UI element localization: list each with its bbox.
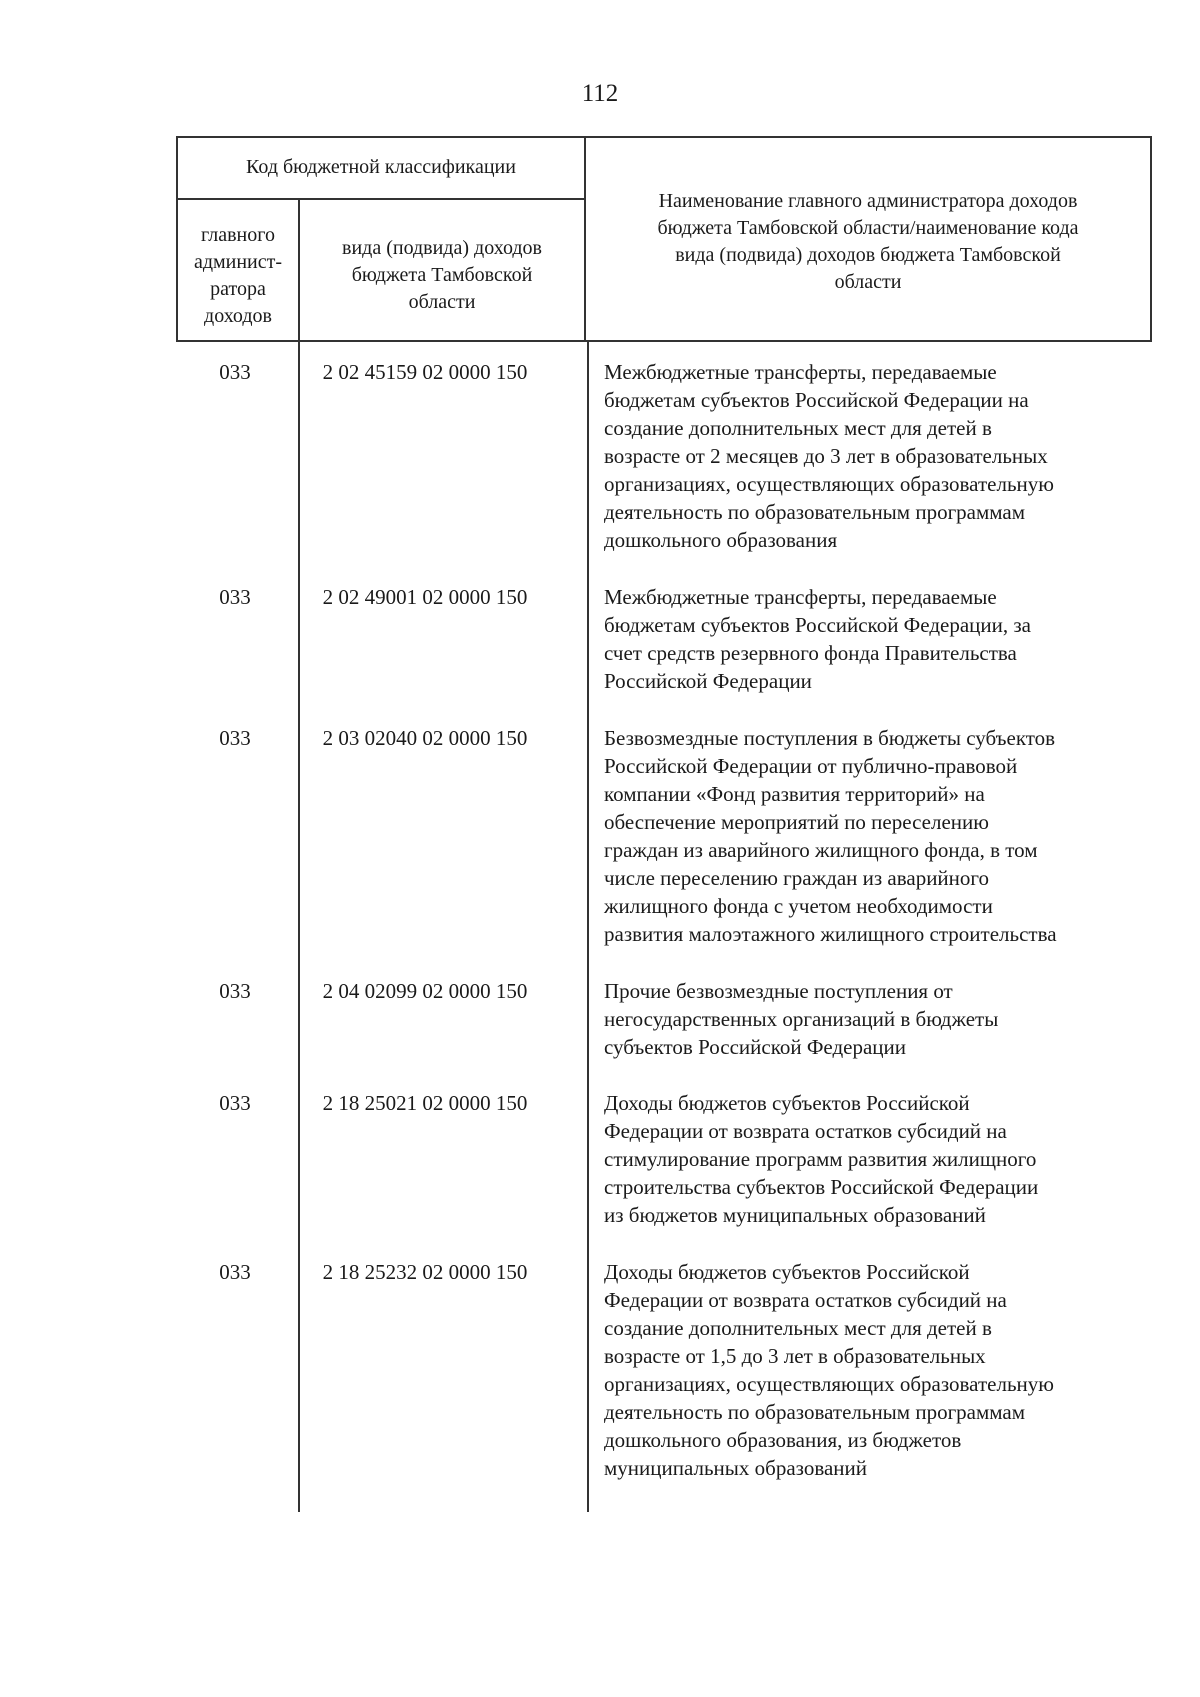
row-income-code: 2 18 25232 02 0000 150 (322, 1260, 528, 1284)
header-top-border (176, 136, 1152, 138)
header-bottom-border (176, 340, 1152, 342)
row-name: Доходы бюджетов субъектов Российской Федерации от возврата остатков субсидий на создание дополнительных мест для детей в возрасте от 1,5 до 3 лет в образовательных организациях, осуществляющих образовательную деятельность по образовательным программам дошкольного образования, из бюджетов муниципальных образований (604, 1260, 1054, 1480)
row-admin-code: 033 (219, 979, 251, 1003)
row-income-code: 2 02 45159 02 0000 150 (322, 360, 528, 384)
row-name: Межбюджетные трансферты, передаваемые бюджетам субъектов Российской Федерации, за счет средств резервного фонда Правительства Российской Федерации (604, 585, 1031, 693)
body-admin-divider (298, 342, 300, 1512)
row-admin-code: 033 (219, 585, 251, 609)
table-header (176, 136, 1152, 342)
row-admin-code: 033 (219, 1091, 251, 1115)
header-income-column: вида (подвида) доходов бюджета Тамбовской области (342, 237, 542, 313)
row-income-code: 2 02 49001 02 0000 150 (322, 585, 528, 609)
header-budget-code: Код бюджетной классификации (246, 156, 516, 178)
header-code-divider (176, 198, 586, 200)
header-admin-column: главного админист- ратора доходов (193, 224, 283, 327)
row-name: Межбюджетные трансферты, передаваемые бюджетам субъектов Российской Федерации на создание дополнительных мест для детей в возрасте от 2 месяцев до 3 лет в образовательных организациях, осуществляющих образовательную деятельность по образовательным программам дошкольного образования (604, 360, 1054, 552)
row-name: Безвозмездные поступления в бюджеты субъектов Российской Федерации от публично-правовой компании «Фонд развития территорий» на обеспечение мероприятий по переселению граждан из аварийного жилищного фонда, в том числе переселению граждан из аварийного жилищного фонда с учетом необходимости развития малоэтажного жилищного строительства (604, 726, 1057, 946)
row-name: Прочие безвозмездные поступления от негосударственных организаций в бюджеты субъектов Российской Федерации (604, 979, 999, 1059)
body-name-divider (587, 342, 589, 1512)
row-income-code: 2 03 02040 02 0000 150 (322, 726, 528, 750)
row-admin-code: 033 (219, 726, 251, 750)
row-admin-code: 033 (219, 360, 251, 384)
header-right-border (1150, 136, 1152, 342)
header-name-column: Наименование главного администратора доходов бюджета Тамбовской области/наименование кода вида (подвида) доходов бюджета Тамбовской области (657, 190, 1079, 293)
row-income-code: 2 04 02099 02 0000 150 (322, 979, 528, 1003)
row-income-code: 2 18 25021 02 0000 150 (322, 1091, 528, 1115)
row-admin-code: 033 (219, 1260, 251, 1284)
row-name: Доходы бюджетов субъектов Российской Федерации от возврата остатков субсидий на стимулирование программ развития жилищного строительства субъектов Российской Федерации из бюджетов муниципальных образований (604, 1091, 1039, 1227)
page-number: 112 (581, 80, 619, 107)
